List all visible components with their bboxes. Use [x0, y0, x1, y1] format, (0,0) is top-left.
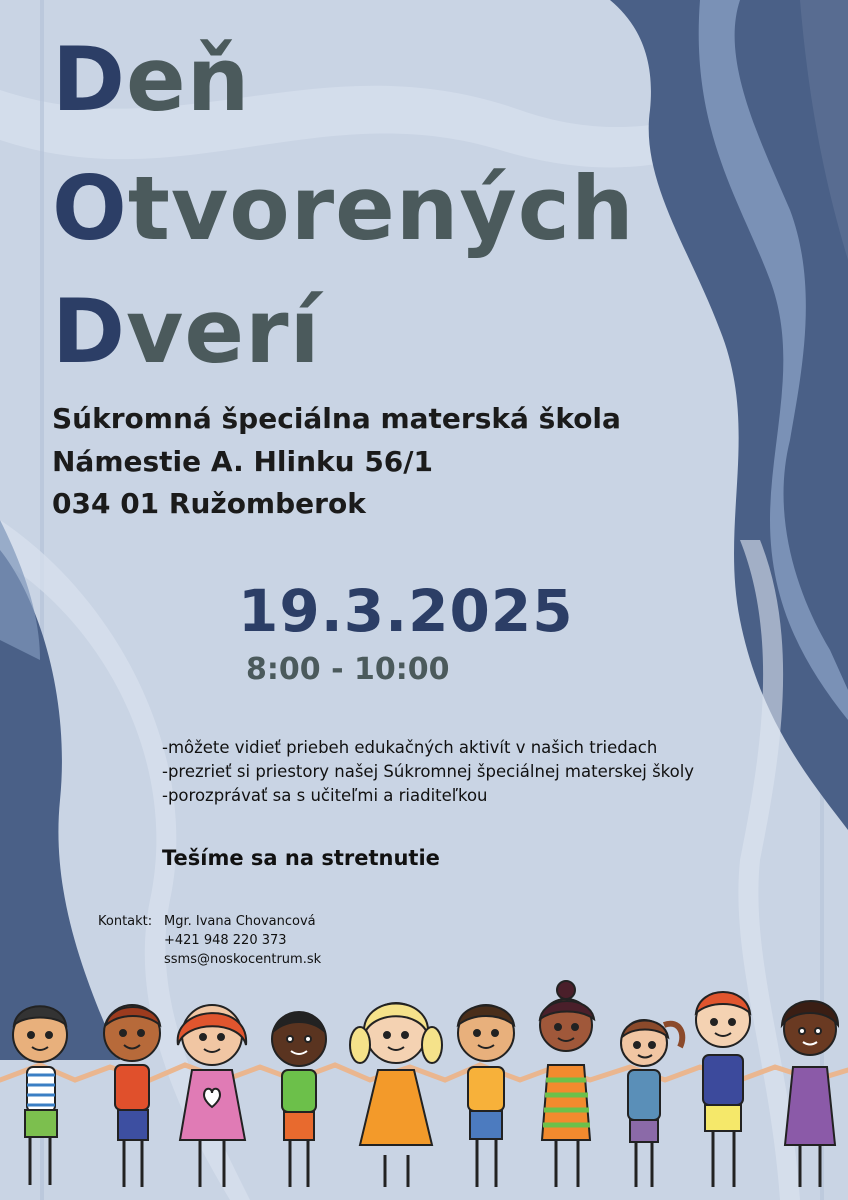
- street-address: Námestie A. Hlinku 56/1: [52, 445, 433, 478]
- event-time: 8:00 - 10:00: [246, 652, 450, 687]
- activity-list: [162, 736, 694, 808]
- title-line-3: [52, 280, 321, 383]
- city-postcode: 034 01 Ružomberok: [52, 487, 366, 520]
- child-figure: [458, 1005, 514, 1187]
- greeting: Tešíme sa na stretnutie: [162, 846, 440, 870]
- contact-label: Kontakt:: [98, 914, 153, 929]
- contact-block: [98, 912, 321, 969]
- child-figure: [540, 981, 594, 1187]
- contact-phone: +421 948 220 373: [164, 933, 287, 948]
- title-rest: verí: [126, 280, 321, 383]
- child-figure: [13, 1006, 67, 1185]
- child-figure: [104, 1005, 160, 1187]
- title-initial: D: [52, 28, 127, 131]
- child-figure: [782, 1001, 838, 1187]
- title-line-1: [52, 28, 251, 131]
- child-figure: [178, 1005, 246, 1187]
- title-initial: D: [52, 280, 127, 383]
- activity-item: -prezrieť si priestory našej Súkromnej špeciálnej materskej školy: [162, 762, 695, 781]
- child-figure: [621, 1020, 682, 1187]
- title-line-2: [52, 157, 635, 260]
- activity-item: -môžete vidieť priebeh edukačných aktivít v našich triedach: [162, 738, 658, 757]
- title-rest: tvorených: [127, 157, 635, 260]
- title-rest: eň: [126, 28, 251, 131]
- child-figure: [272, 1012, 326, 1187]
- contact-name: Mgr. Ivana Chovancová: [164, 914, 316, 929]
- activity-item: -porozprávať sa s učiteľmi a riaditeľkou: [162, 786, 488, 805]
- title-initial: O: [52, 157, 128, 260]
- event-date: 19.3.2025: [238, 577, 574, 645]
- contact-email: ssms@noskocentrum.sk: [164, 952, 322, 967]
- children-holding-hands-illustration: [0, 975, 848, 1200]
- child-figure: [696, 992, 750, 1187]
- child-figure: [350, 1003, 442, 1187]
- school-name: Súkromná špeciálna materská škola: [52, 402, 621, 435]
